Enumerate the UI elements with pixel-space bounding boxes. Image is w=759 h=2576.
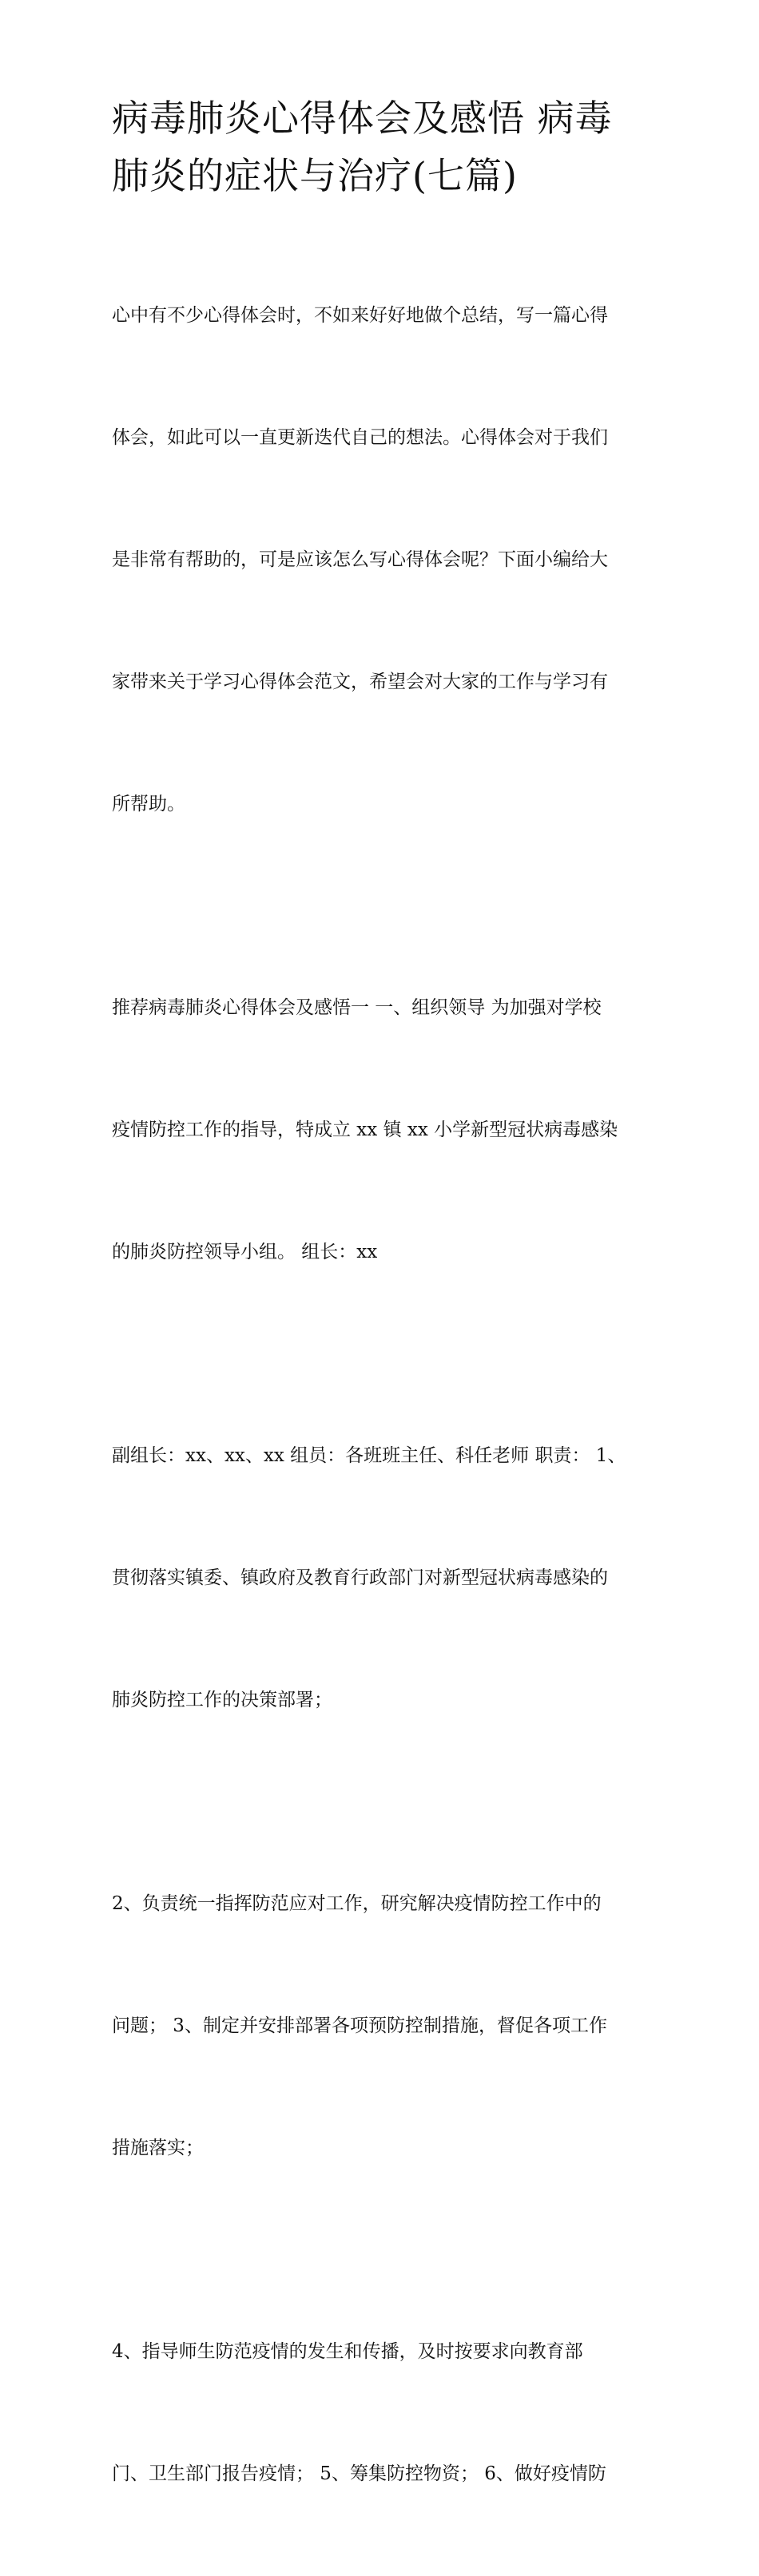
text-line: 2、负责统一指挥防范应对工作，研究解决疫情防控工作中的 xyxy=(112,1893,602,1914)
text-line: 门、卫生部门报告疫情； 5、筹集防控物资； 6、做好疫情防 xyxy=(112,2463,606,2484)
title-line: 肺炎的症状与治疗(七篇) xyxy=(112,154,518,197)
duties-paragraph xyxy=(112,1354,655,1802)
document-title xyxy=(112,89,655,204)
text-line: 措施落实； xyxy=(112,2138,204,2158)
text-line: 家带来关于学习心得体会范文，希望会对大家的工作与学习有 xyxy=(112,672,608,692)
document-page xyxy=(112,89,655,2576)
text-line: 问题； 3、制定并安排部署各项预防控制措施，督促各项工作 xyxy=(112,2015,607,2036)
text-line: 所帮助。 xyxy=(112,794,185,814)
text-line: 贯彻落实镇委、镇政府及教育行政部门对新型冠状病毒感染的 xyxy=(112,1567,608,1588)
text-line: 推荐病毒肺炎心得体会及感悟一 一、组织领导 为加强对学校 xyxy=(112,997,602,1018)
text-line: 肺炎防控工作的决策部署； xyxy=(112,1690,332,1710)
text-line: 4、指导师生防范疫情的发生和传播，及时按要求向教育部 xyxy=(112,2341,583,2362)
text-line: 副组长：xx、xx、xx 组员：各班班主任、科任老师 职责： 1、 xyxy=(112,1445,626,1466)
title-line: 病毒肺炎心得体会及感悟 病毒 xyxy=(112,97,613,140)
duty-2-paragraph xyxy=(112,1802,655,2250)
duty-4-paragraph xyxy=(112,2250,655,2576)
text-line: 疫情防控工作的指导，特成立 xx 镇 xx 小学新型冠状病毒感染 xyxy=(112,1120,618,1140)
text-line: 心中有不少心得体会时，不如来好好地做个总结，写一篇心得 xyxy=(112,305,608,326)
organization-paragraph xyxy=(112,906,655,1354)
intro-paragraph xyxy=(112,214,655,906)
text-line: 是非常有帮助的，可是应该怎么写心得体会呢？下面小编给大 xyxy=(112,549,608,570)
text-line: 体会，如此可以一直更新迭代自己的想法。心得体会对于我们 xyxy=(112,427,608,448)
text-line: 的肺炎防控领导小组。 组长：xx xyxy=(112,1242,378,1262)
